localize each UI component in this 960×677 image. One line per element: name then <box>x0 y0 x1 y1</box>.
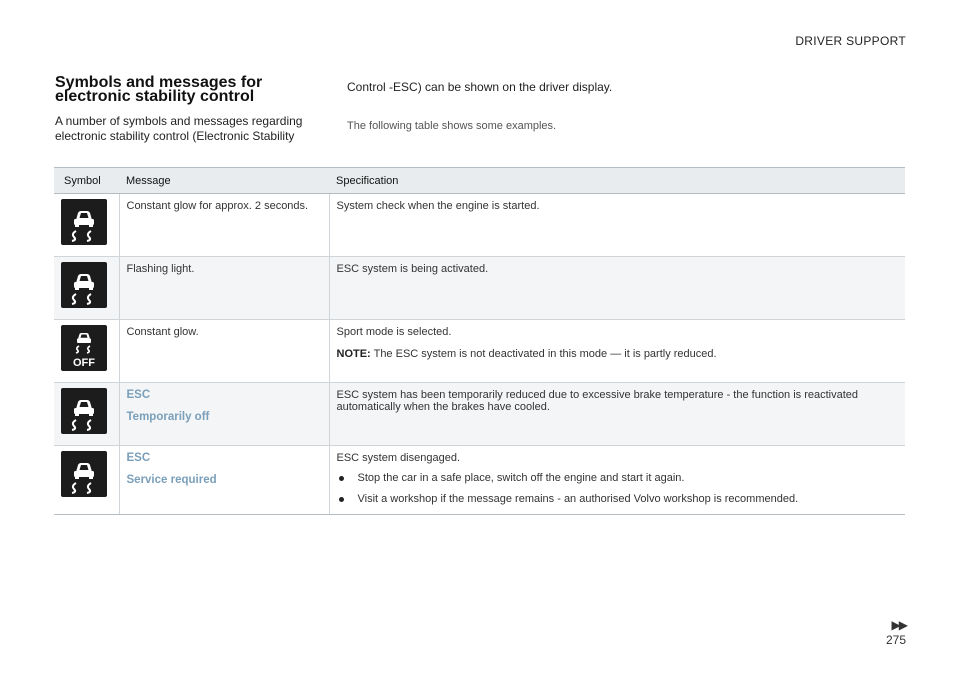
symbol-cell <box>54 320 119 383</box>
note-line <box>337 348 899 360</box>
message-subtitle: Temporarily off <box>126 411 210 423</box>
note-text: The ESC system is not deactivated in this mode — it is partly reduced. <box>373 348 717 360</box>
specification-text: ESC system disengaged. <box>336 452 461 464</box>
skid-car-icon <box>61 199 107 245</box>
specification-cell: ESC system is being activated. <box>329 257 905 320</box>
table-header-row <box>54 168 905 194</box>
esc-symbols-table <box>54 167 905 515</box>
specification-cell <box>329 446 905 515</box>
symbol-cell <box>54 257 119 320</box>
list-item: Stop the car in a safe place, switch off the engine and start it again. <box>337 472 899 484</box>
page-number: 275 <box>885 633 906 647</box>
table-row <box>54 320 905 383</box>
off-label: OFF <box>73 357 95 369</box>
intro-note: The following table shows some examples. <box>347 120 557 132</box>
table-row <box>54 194 905 257</box>
specification-cell: ESC system has been temporarily reduced due to excessive brake temperature - the function is reactivated automatically when the brakes have cooled. <box>329 383 905 446</box>
skid-car-off-icon <box>61 325 107 371</box>
message-cell <box>119 446 329 515</box>
note-label: NOTE: <box>336 348 371 360</box>
skid-car-icon <box>61 388 107 434</box>
instruction-list <box>337 472 899 505</box>
intro-text-right: Control -ESC) can be shown on the driver display. <box>347 80 613 94</box>
skid-car-icon <box>61 262 107 308</box>
symbol-cell <box>54 446 119 515</box>
message-cell <box>119 383 329 446</box>
specification-cell <box>329 320 905 383</box>
table-row <box>54 257 905 320</box>
specification-text: Sport mode is selected. <box>336 326 452 338</box>
column-header-specification: Specification <box>329 168 905 194</box>
table-row <box>54 383 905 446</box>
symbol-cell <box>54 383 119 446</box>
intro-text-left: A number of symbols and messages regarding electronic stability control (Electronic Stability <box>55 114 303 143</box>
column-header-message: Message <box>119 168 329 194</box>
symbol-cell <box>54 194 119 257</box>
skid-car-icon <box>61 451 107 497</box>
message-cell: Constant glow for approx. 2 seconds. <box>119 194 329 257</box>
column-header-symbol: Symbol <box>54 168 119 194</box>
message-title: ESC <box>126 452 151 464</box>
message-cell: Flashing light. <box>119 257 329 320</box>
section-title: Symbols and messages for electronic stability control <box>55 74 263 105</box>
list-item: Visit a workshop if the message remains - an authorised Volvo workshop is recommended. <box>337 493 899 505</box>
message-title: ESC <box>126 389 151 401</box>
running-header: DRIVER SUPPORT <box>795 34 906 48</box>
message-subtitle: Service required <box>126 474 217 486</box>
table-row <box>54 446 905 515</box>
specification-cell: System check when the engine is started. <box>329 194 905 257</box>
continued-arrow-icon: ▶▶ <box>891 618 906 632</box>
message-cell: Constant glow. <box>119 320 329 383</box>
